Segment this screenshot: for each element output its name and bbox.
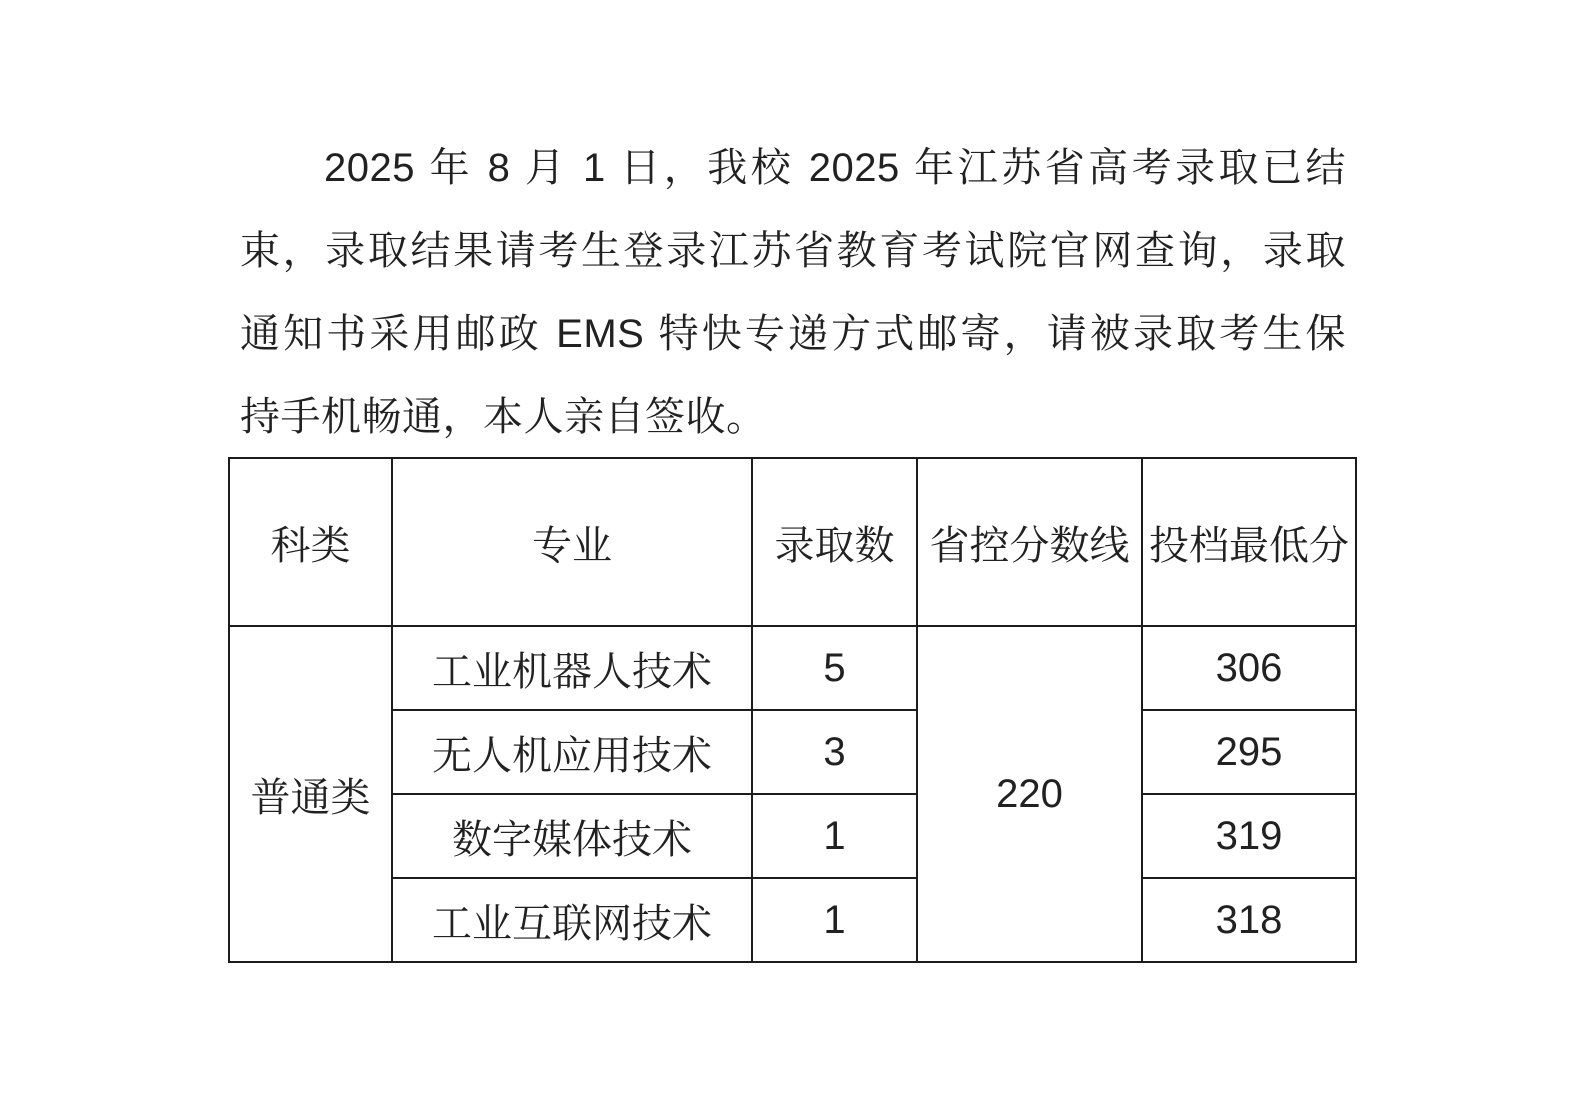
cell-category-merged: 普通类 bbox=[229, 626, 392, 962]
header-cell-admitted: 录取数 bbox=[752, 458, 917, 626]
cell-min-score: 295 bbox=[1142, 710, 1356, 794]
header-cell-major: 专业 bbox=[392, 458, 752, 626]
cell-min-score: 318 bbox=[1142, 878, 1356, 962]
notice-line-4: 持手机畅通，本人亲自签收。 bbox=[240, 395, 767, 439]
cell-major: 工业机器人技术 bbox=[392, 626, 752, 710]
table-row bbox=[229, 878, 1356, 962]
cell-admitted-count: 5 bbox=[752, 626, 917, 710]
cell-min-score: 306 bbox=[1142, 626, 1356, 710]
table-row bbox=[229, 626, 1356, 710]
cell-control-line-merged: 220 bbox=[917, 626, 1142, 962]
cell-admitted-count: 1 bbox=[752, 878, 917, 962]
notice-line-3: 通知书采用邮政 EMS 特快专递方式邮寄，请被录取考生保 bbox=[240, 312, 1346, 356]
cell-min-score: 319 bbox=[1142, 794, 1356, 878]
table-row bbox=[229, 710, 1356, 794]
notice-line-1: 2025 年 8 月 1 日，我校 2025 年江苏省高考录取已结 bbox=[324, 146, 1346, 190]
admission-results-table bbox=[228, 457, 1357, 963]
cell-major: 无人机应用技术 bbox=[392, 710, 752, 794]
notice-line-2: 束，录取结果请考生登录江苏省教育考试院官网查询，录取 bbox=[240, 229, 1346, 273]
cell-admitted-count: 1 bbox=[752, 794, 917, 878]
cell-major: 数字媒体技术 bbox=[392, 794, 752, 878]
header-cell-category: 科类 bbox=[229, 458, 392, 626]
table-header-row bbox=[229, 458, 1356, 626]
cell-admitted-count: 3 bbox=[752, 710, 917, 794]
header-cell-control-line: 省控分数线 bbox=[917, 458, 1142, 626]
cell-major: 工业互联网技术 bbox=[392, 878, 752, 962]
notice-paragraph bbox=[240, 127, 1346, 459]
header-cell-min-score: 投档最低分 bbox=[1142, 458, 1356, 626]
table-row bbox=[229, 794, 1356, 878]
